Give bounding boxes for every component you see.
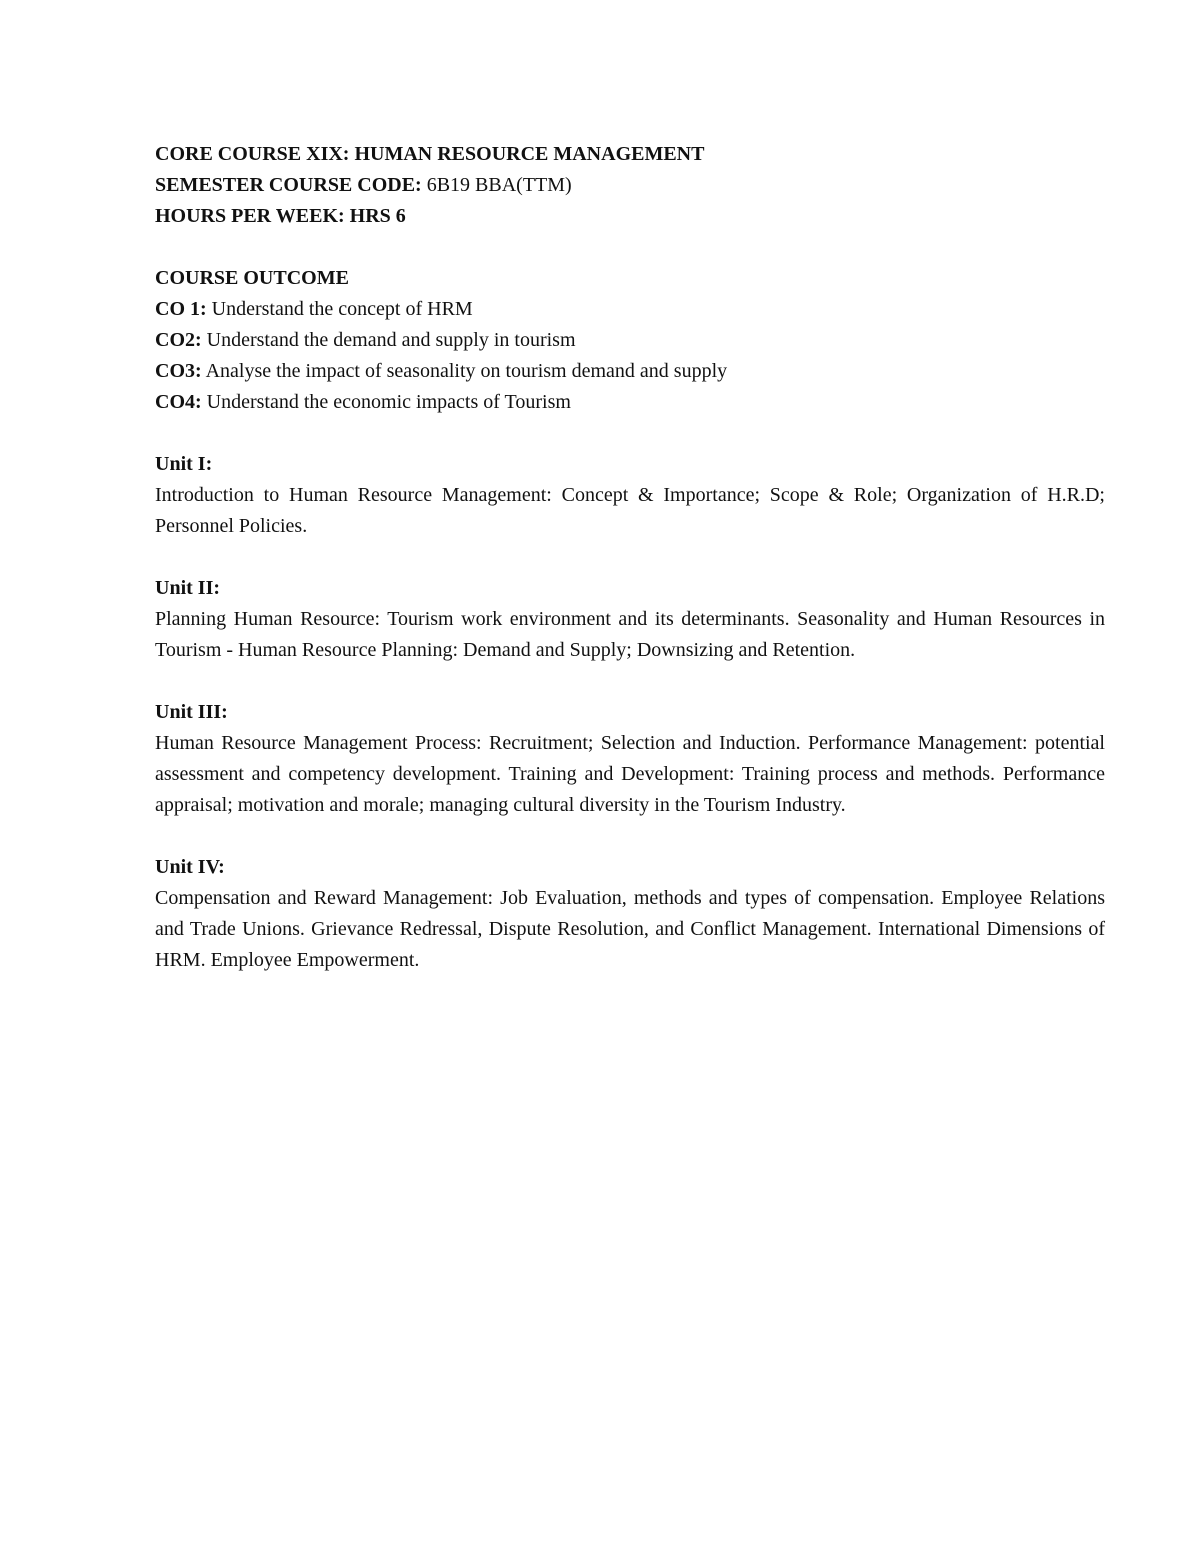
outcome-label: CO 1: (155, 298, 207, 320)
outcome-label: CO3: (155, 360, 202, 382)
unit-title: Unit III: (155, 701, 228, 723)
unit-title: Unit II: (155, 577, 221, 599)
unit-body: Planning Human Resource: Tourism work environment and its determinants. Seasonality and Human Resources in Tourism - Human Resource Planning: Demand and Supply; Downsizing and Retention. (155, 608, 1105, 661)
unit-body: Introduction to Human Resource Management: Concept & Importance; Scope & Role; Organization of H.R.D; Personnel Policies. (155, 484, 1105, 537)
outcome-text: Analyse the impact of seasonality on tourism demand and supply (205, 360, 728, 382)
outcome-item (155, 325, 1105, 356)
unit-title: Unit I: (155, 453, 213, 475)
unit-body: Compensation and Reward Management: Job Evaluation, methods and types of compensation. Employee Relations and Trade Unions. Grievance Redressal, Dispute Resolution, and Conflict Management. International Dimensions of HRM. Employee Empowerment. (155, 887, 1105, 971)
spacer (155, 418, 1105, 449)
spacer (155, 821, 1105, 852)
outcome-item (155, 356, 1105, 387)
outcome-item (155, 387, 1105, 418)
course-title: CORE COURSE XIX: HUMAN RESOURCE MANAGEMENT (155, 143, 705, 165)
spacer (155, 666, 1105, 697)
unit-body: Human Resource Management Process: Recruitment; Selection and Induction. Performance Management: potential assessment and competency development. Training and Development: Training process and methods. Performance appraisal; motivation and morale; managing cultural diversity in the Tourism Industry. (155, 732, 1105, 816)
course-outcome-heading: COURSE OUTCOME (155, 267, 349, 289)
outcome-item (155, 294, 1105, 325)
spacer (155, 542, 1105, 573)
outcome-text: Understand the concept of HRM (211, 298, 473, 320)
outcome-text: Understand the economic impacts of Tourism (206, 391, 571, 413)
outcome-text: Understand the demand and supply in tourism (206, 329, 576, 351)
spacer (155, 232, 1105, 263)
unit-title: Unit IV: (155, 856, 225, 878)
outcome-label: CO2: (155, 329, 202, 351)
syllabus-page (155, 139, 1105, 976)
outcome-label: CO4: (155, 391, 202, 413)
course-code-value: 6B19 BBA(TTM) (426, 174, 572, 196)
course-code-label: SEMESTER COURSE CODE: (155, 174, 422, 196)
hours-per-week: HOURS PER WEEK: HRS 6 (155, 205, 406, 227)
course-code-line (155, 170, 1105, 201)
